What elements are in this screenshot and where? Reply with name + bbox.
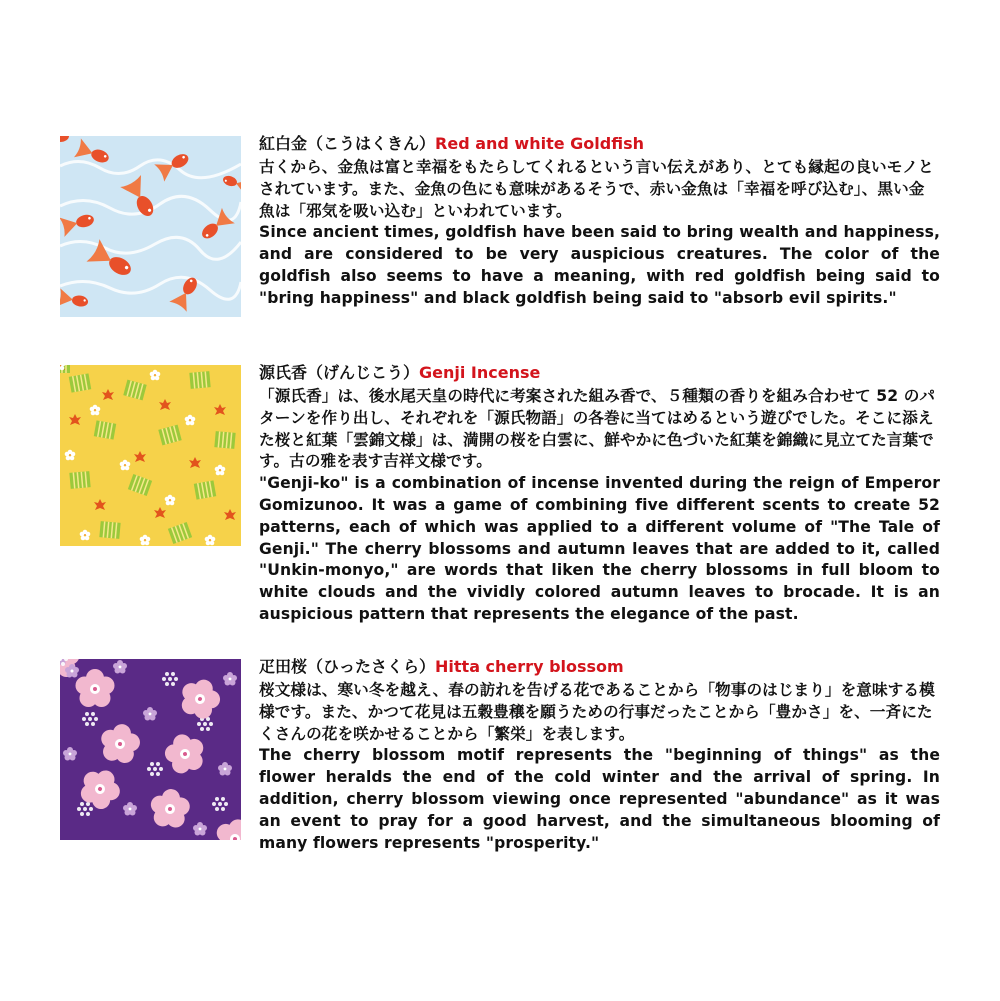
description-jp: 桜文様は、寒い冬を越え、春の訪れを告げる花であることから「物事のはじまり」を意味する模様です。また、かつて花見は五穀豊穣を願うための行事だったことから「豊かさ」を、一斉にたくさんの花を咲かせることから「繁栄」を表します。 (259, 681, 935, 743)
genji-incense-pattern-icon (60, 365, 241, 546)
pattern-text-hitta-cherry-blossom (259, 657, 940, 854)
pattern-title (259, 657, 940, 677)
title-en: Genji Incense (419, 363, 541, 382)
description-en: The cherry blossom motif represents the "beginning of things" as the flower heralds the end of the cold winter and the arrival of spring. In addition, cherry blossom viewing once represented "abundance" as it was an event to pray for a good harvest, and the simultaneous blooming of many flowers represents "prosperity." (259, 746, 940, 852)
pattern-title (259, 363, 940, 383)
description-en: "Genji-ko" is a combination of incense invented during the reign of Emperor Gomizunoo. It was a game of combining five different scents to create 52 patterns, each of which was applied to a different volume of "The Tale of Genji." The cherry blossoms and autumn leaves that are added to it, called "Unkin-monyo," are words that liken the cherry blossoms in full bloom to white clouds and the vividly colored autumn leaves to brocade. It is an auspicious pattern that represents the elegance of the past. (259, 474, 940, 623)
description-jp: 「源氏香」は、後水尾天皇の時代に考案された組み香で、５種類の香りを組み合わせて 52 のパターンを作り出し、それぞれを「源氏物語」の各巻に当てはめるという遊びでした。そこに添えた桜と紅葉「雲錦文様」は、満開の桜を白雲に、鮮やかに色づいた紅葉を錦織に見立てた言葉です。古の雅を表す吉祥文様です。 (259, 387, 936, 471)
goldfish-pattern-image (60, 136, 241, 317)
cherry-blossom-pattern-icon (60, 659, 241, 840)
title-jp: 疋田桜（ひったさくら） (259, 657, 436, 676)
cherry-blossom-pattern-image (60, 659, 241, 840)
genji-incense-pattern-image (60, 365, 241, 546)
title-en: Hitta cherry blossom (435, 657, 624, 676)
pattern-text-genji-incense (259, 363, 940, 626)
pattern-text-goldfish (259, 134, 940, 310)
description-en: Since ancient times, goldfish have been said to bring wealth and happiness, and are considered to be very auspicious creatures. The color of the goldfish also seems to have a meaning, with red goldfish being said to "bring happiness" and black goldfish being said to "absorb evil spirits." (259, 223, 940, 307)
title-jp: 紅白金（こうはくきん） (259, 134, 436, 153)
description-jp: 古くから、金魚は富と幸福をもたらしてくれるという言い伝えがあり、とても縁起の良いモノとされています。また、金魚の色にも意味があるそうで、赤い金魚は「幸福を呼び込む」、黒い金魚は「邪気を吸い込む」といわれています。 (259, 158, 934, 220)
title-jp: 源氏香（げんじこう） (259, 363, 420, 382)
goldfish-pattern-icon (60, 136, 241, 317)
pattern-title (259, 134, 940, 154)
title-en: Red and white Goldfish (435, 134, 644, 153)
